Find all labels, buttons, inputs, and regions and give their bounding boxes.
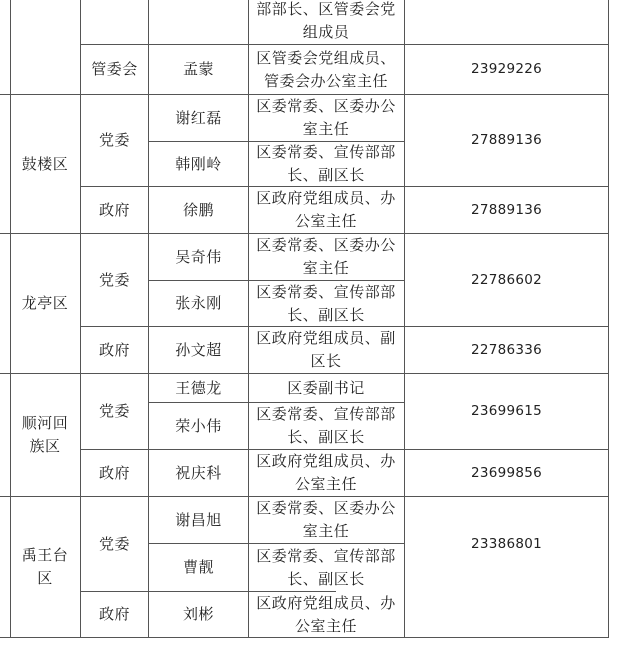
phone-cell: 23699615 xyxy=(470,403,543,419)
district-cell: 顺河回族区 xyxy=(21,414,69,455)
title-cell: 区政府党组成员、办公室主任 xyxy=(256,452,396,493)
unit-cell: 党委 xyxy=(98,402,130,420)
title-cell: 部部长、区管委会党组成员 xyxy=(256,0,396,41)
title-cell: 区政府党组成员、副区长 xyxy=(256,329,396,370)
name-cell: 孟蒙 xyxy=(182,60,214,78)
phone-cell: 22786336 xyxy=(470,341,543,358)
title-cell: 区委常委、区委办公室主任 xyxy=(256,97,396,138)
title-cell: 区管委会党组成员、管委会办公室主任 xyxy=(256,48,396,90)
title-cell: 区政府党组成员、办公室主任 xyxy=(256,189,396,230)
unit-cell: 党委 xyxy=(98,534,130,553)
column-divider xyxy=(10,0,11,638)
name-cell: 徐鹏 xyxy=(182,200,214,219)
phone-cell: 27889136 xyxy=(470,132,543,148)
title-cell: 区委常委、区委办公室主任 xyxy=(256,499,396,540)
name-cell: 谢红磊 xyxy=(175,108,222,127)
name-cell: 祝庆科 xyxy=(175,463,222,482)
unit-cell: 党委 xyxy=(98,270,130,289)
name-cell: 曹靓 xyxy=(182,558,214,576)
district-cell: 鼓楼区 xyxy=(21,154,69,173)
district-cell: 龙亭区 xyxy=(21,294,69,312)
phone-cell: 27889136 xyxy=(470,201,543,218)
unit-cell: 党委 xyxy=(98,131,130,149)
title-cell: 区委副书记 xyxy=(287,378,365,397)
name-cell: 吴奇伟 xyxy=(175,247,222,266)
title-cell: 区政府党组成员、办公室主任 xyxy=(256,593,396,635)
name-cell: 王德龙 xyxy=(175,378,222,397)
name-cell: 刘彬 xyxy=(182,605,214,623)
phone-cell: 22786602 xyxy=(470,271,543,288)
name-cell: 荣小伟 xyxy=(175,416,222,435)
title-cell: 区委常委、宣传部部长、副区长 xyxy=(256,546,396,588)
name-cell: 韩刚岭 xyxy=(175,154,222,173)
unit-cell: 政府 xyxy=(98,605,130,623)
unit-cell: 政府 xyxy=(98,463,130,482)
name-cell: 谢昌旭 xyxy=(175,510,222,529)
phone-cell: 23386801 xyxy=(470,535,543,552)
column-divider xyxy=(248,0,249,638)
unit-cell: 政府 xyxy=(98,340,130,359)
name-cell: 孙文超 xyxy=(175,340,222,359)
unit-cell: 管委会 xyxy=(91,60,138,78)
phone-cell: 23699856 xyxy=(470,464,543,481)
title-cell: 区委常委、宣传部部长、副区长 xyxy=(256,282,396,324)
title-cell: 区委常委、宣传部部长、副区长 xyxy=(256,405,396,446)
phone-cell: 23929226 xyxy=(470,61,543,77)
column-divider xyxy=(608,0,609,638)
unit-cell: 政府 xyxy=(98,200,130,219)
title-cell: 区委常委、宣传部部长、副区长 xyxy=(256,143,396,184)
district-cell: 禹王台区 xyxy=(21,546,69,587)
title-cell: 区委常委、区委办公室主任 xyxy=(256,236,396,277)
name-cell: 张永刚 xyxy=(175,294,222,312)
